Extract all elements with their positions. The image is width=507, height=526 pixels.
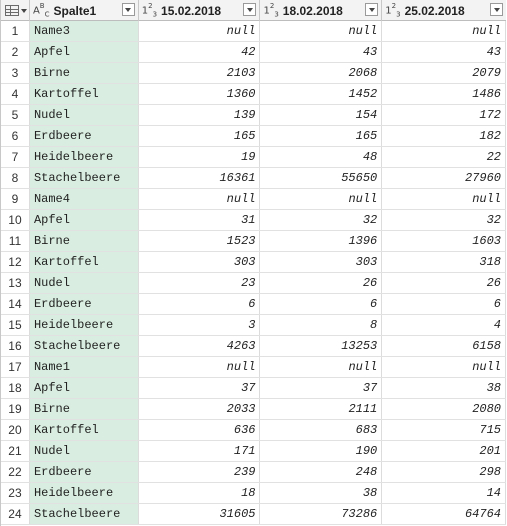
- cell-25-02-2018[interactable]: null: [382, 21, 506, 41]
- table-row[interactable]: [1, 420, 506, 441]
- column-header-25-02-2018[interactable]: [382, 0, 506, 21]
- cell-25-02-2018[interactable]: 26: [382, 273, 506, 293]
- cell-15-02-2018[interactable]: 1360: [139, 84, 261, 104]
- cell-15-02-2018[interactable]: 18: [139, 483, 261, 503]
- cell-spalte1[interactable]: Stachelbeere: [30, 168, 139, 188]
- cell-spalte1[interactable]: Nudel: [30, 273, 139, 293]
- cell-15-02-2018[interactable]: 16361: [139, 168, 261, 188]
- table-row[interactable]: [1, 126, 506, 147]
- column-header-label: Spalte1: [53, 3, 97, 18]
- row-number[interactable]: 18: [1, 378, 30, 398]
- cell-18-02-2018[interactable]: 43: [260, 42, 382, 62]
- row-number[interactable]: 19: [1, 399, 30, 419]
- cell-15-02-2018[interactable]: 303: [139, 252, 261, 272]
- cell-18-02-2018[interactable]: 73286: [260, 504, 382, 524]
- column-header-spalte1[interactable]: [30, 0, 139, 21]
- cell-18-02-2018[interactable]: 303: [260, 252, 382, 272]
- cell-spalte1[interactable]: Heidelbeere: [30, 483, 139, 503]
- cell-spalte1[interactable]: Erdbeere: [30, 294, 139, 314]
- cell-25-02-2018[interactable]: null: [382, 357, 506, 377]
- cell-15-02-2018[interactable]: 2103: [139, 63, 261, 83]
- table-row[interactable]: [1, 42, 506, 63]
- row-number[interactable]: 6: [1, 126, 30, 146]
- column-header-row: [1, 0, 506, 21]
- column-header-18-02-2018[interactable]: [260, 0, 382, 21]
- cell-15-02-2018[interactable]: 31: [139, 210, 261, 230]
- row-number[interactable]: 2: [1, 42, 30, 62]
- table-row[interactable]: [1, 294, 506, 315]
- cell-15-02-2018[interactable]: 171: [139, 441, 261, 461]
- table-row[interactable]: [1, 357, 506, 378]
- cell-15-02-2018[interactable]: null: [139, 357, 261, 377]
- cell-18-02-2018[interactable]: 32: [260, 210, 382, 230]
- cell-spalte1[interactable]: Birne: [30, 63, 139, 83]
- row-number[interactable]: 14: [1, 294, 30, 314]
- number-type-icon[interactable]: $1^2_3$: [385, 1, 401, 19]
- table-row[interactable]: [1, 189, 506, 210]
- number-type-icon[interactable]: $1^2_3$: [263, 1, 279, 19]
- row-number[interactable]: 12: [1, 252, 30, 272]
- row-number[interactable]: 7: [1, 147, 30, 167]
- table-icon: [5, 5, 19, 16]
- table-row[interactable]: [1, 105, 506, 126]
- cell-18-02-2018[interactable]: 1396: [260, 231, 382, 251]
- table-row[interactable]: [1, 63, 506, 84]
- cell-spalte1[interactable]: Name3: [30, 21, 139, 41]
- table-row[interactable]: [1, 483, 506, 504]
- cell-25-02-2018[interactable]: 27960: [382, 168, 506, 188]
- cell-25-02-2018[interactable]: 172: [382, 105, 506, 125]
- row-number[interactable]: 22: [1, 462, 30, 482]
- cell-18-02-2018[interactable]: 8: [260, 315, 382, 335]
- cell-18-02-2018[interactable]: null: [260, 21, 382, 41]
- table-row[interactable]: [1, 378, 506, 399]
- cell-18-02-2018[interactable]: 190: [260, 441, 382, 461]
- column-header-label: 18.02.2018: [282, 3, 343, 18]
- cell-spalte1[interactable]: Name1: [30, 357, 139, 377]
- row-number[interactable]: 1: [1, 21, 30, 41]
- cell-15-02-2018[interactable]: 239: [139, 462, 261, 482]
- cell-25-02-2018[interactable]: 43: [382, 42, 506, 62]
- column-filter-dropdown[interactable]: [122, 3, 135, 16]
- cell-18-02-2018[interactable]: 2068: [260, 63, 382, 83]
- cell-spalte1[interactable]: Apfel: [30, 210, 139, 230]
- column-header-label: 25.02.2018: [404, 3, 465, 18]
- cell-18-02-2018[interactable]: null: [260, 357, 382, 377]
- cell-15-02-2018[interactable]: 165: [139, 126, 261, 146]
- cell-15-02-2018[interactable]: 3: [139, 315, 261, 335]
- table-row[interactable]: [1, 399, 506, 420]
- cell-25-02-2018[interactable]: 6158: [382, 336, 506, 356]
- row-number[interactable]: 11: [1, 231, 30, 251]
- cell-25-02-2018[interactable]: 201: [382, 441, 506, 461]
- cell-18-02-2018[interactable]: 683: [260, 420, 382, 440]
- cell-spalte1[interactable]: Erdbeere: [30, 462, 139, 482]
- cell-15-02-2018[interactable]: 31605: [139, 504, 261, 524]
- cell-25-02-2018[interactable]: 1603: [382, 231, 506, 251]
- cell-25-02-2018[interactable]: 38: [382, 378, 506, 398]
- cell-15-02-2018[interactable]: 23: [139, 273, 261, 293]
- cell-spalte1[interactable]: Erdbeere: [30, 126, 139, 146]
- table-row[interactable]: [1, 84, 506, 105]
- cell-18-02-2018[interactable]: 165: [260, 126, 382, 146]
- cell-18-02-2018[interactable]: 6: [260, 294, 382, 314]
- cell-25-02-2018[interactable]: 2079: [382, 63, 506, 83]
- cell-25-02-2018[interactable]: 298: [382, 462, 506, 482]
- cell-spalte1[interactable]: Nudel: [30, 105, 139, 125]
- cell-18-02-2018[interactable]: 26: [260, 273, 382, 293]
- cell-18-02-2018[interactable]: 37: [260, 378, 382, 398]
- column-filter-dropdown[interactable]: [243, 3, 256, 16]
- cell-15-02-2018[interactable]: 4263: [139, 336, 261, 356]
- row-number[interactable]: 10: [1, 210, 30, 230]
- row-number[interactable]: 20: [1, 420, 30, 440]
- cell-spalte1[interactable]: Stachelbeere: [30, 504, 139, 524]
- table-row[interactable]: [1, 21, 506, 42]
- table-menu-button[interactable]: [1, 0, 30, 21]
- cell-15-02-2018[interactable]: 2033: [139, 399, 261, 419]
- chevron-down-icon: [21, 9, 27, 13]
- table-body: [1, 21, 506, 525]
- cell-spalte1[interactable]: Nudel: [30, 441, 139, 461]
- table-row[interactable]: [1, 273, 506, 294]
- row-number[interactable]: 9: [1, 189, 30, 209]
- cell-spalte1[interactable]: Kartoffel: [30, 252, 139, 272]
- cell-18-02-2018[interactable]: 248: [260, 462, 382, 482]
- column-filter-dropdown[interactable]: [490, 3, 503, 16]
- table-row[interactable]: [1, 336, 506, 357]
- table-row[interactable]: [1, 441, 506, 462]
- cell-18-02-2018[interactable]: 2111: [260, 399, 382, 419]
- cell-18-02-2018[interactable]: 55650: [260, 168, 382, 188]
- cell-15-02-2018[interactable]: 37: [139, 378, 261, 398]
- cell-spalte1[interactable]: Birne: [30, 399, 139, 419]
- cell-25-02-2018[interactable]: 1486: [382, 84, 506, 104]
- cell-15-02-2018[interactable]: null: [139, 189, 261, 209]
- cell-spalte1[interactable]: Apfel: [30, 42, 139, 62]
- cell-spalte1[interactable]: Kartoffel: [30, 84, 139, 104]
- row-number[interactable]: 16: [1, 336, 30, 356]
- cell-18-02-2018[interactable]: 154: [260, 105, 382, 125]
- table-row[interactable]: [1, 252, 506, 273]
- row-number[interactable]: 15: [1, 315, 30, 335]
- row-number[interactable]: 3: [1, 63, 30, 83]
- table-row[interactable]: [1, 231, 506, 252]
- row-number[interactable]: 8: [1, 168, 30, 188]
- cell-25-02-2018[interactable]: 64764: [382, 504, 506, 524]
- cell-15-02-2018[interactable]: 636: [139, 420, 261, 440]
- row-number[interactable]: 13: [1, 273, 30, 293]
- cell-spalte1[interactable]: Birne: [30, 231, 139, 251]
- cell-18-02-2018[interactable]: 1452: [260, 84, 382, 104]
- table-row[interactable]: [1, 504, 506, 525]
- cell-25-02-2018[interactable]: 6: [382, 294, 506, 314]
- cell-25-02-2018[interactable]: 715: [382, 420, 506, 440]
- cell-25-02-2018[interactable]: 14: [382, 483, 506, 503]
- row-number[interactable]: 5: [1, 105, 30, 125]
- table-row[interactable]: [1, 147, 506, 168]
- table-row[interactable]: [1, 168, 506, 189]
- column-header-label: 15.02.2018: [161, 3, 222, 18]
- cell-18-02-2018[interactable]: null: [260, 189, 382, 209]
- cell-18-02-2018[interactable]: 38: [260, 483, 382, 503]
- cell-spalte1[interactable]: Name4: [30, 189, 139, 209]
- cell-25-02-2018[interactable]: 2080: [382, 399, 506, 419]
- row-number[interactable]: 17: [1, 357, 30, 377]
- cell-25-02-2018[interactable]: 318: [382, 252, 506, 272]
- cell-25-02-2018[interactable]: 22: [382, 147, 506, 167]
- text-type-icon[interactable]: $A^B_C$: [32, 1, 50, 19]
- row-number[interactable]: 21: [1, 441, 30, 461]
- cell-15-02-2018[interactable]: 1523: [139, 231, 261, 251]
- cell-25-02-2018[interactable]: 182: [382, 126, 506, 146]
- cell-15-02-2018[interactable]: 139: [139, 105, 261, 125]
- cell-15-02-2018[interactable]: 6: [139, 294, 261, 314]
- row-number[interactable]: 24: [1, 504, 30, 524]
- table-row[interactable]: [1, 315, 506, 336]
- cell-25-02-2018[interactable]: 32: [382, 210, 506, 230]
- cell-spalte1[interactable]: Kartoffel: [30, 420, 139, 440]
- cell-25-02-2018[interactable]: null: [382, 189, 506, 209]
- cell-18-02-2018[interactable]: 48: [260, 147, 382, 167]
- cell-15-02-2018[interactable]: 42: [139, 42, 261, 62]
- cell-25-02-2018[interactable]: 4: [382, 315, 506, 335]
- column-filter-dropdown[interactable]: [365, 3, 378, 16]
- cell-spalte1[interactable]: Stachelbeere: [30, 336, 139, 356]
- number-type-icon[interactable]: $1^2_3$: [141, 1, 158, 19]
- cell-spalte1[interactable]: Heidelbeere: [30, 315, 139, 335]
- cell-spalte1[interactable]: Apfel: [30, 378, 139, 398]
- table-row[interactable]: [1, 462, 506, 483]
- cell-18-02-2018[interactable]: 13253: [260, 336, 382, 356]
- cell-15-02-2018[interactable]: null: [139, 21, 261, 41]
- row-number[interactable]: 23: [1, 483, 30, 503]
- column-header-15-02-2018[interactable]: [139, 0, 261, 21]
- table-row[interactable]: [1, 210, 506, 231]
- row-number[interactable]: 4: [1, 84, 30, 104]
- cell-spalte1[interactable]: Heidelbeere: [30, 147, 139, 167]
- cell-15-02-2018[interactable]: 19: [139, 147, 261, 167]
